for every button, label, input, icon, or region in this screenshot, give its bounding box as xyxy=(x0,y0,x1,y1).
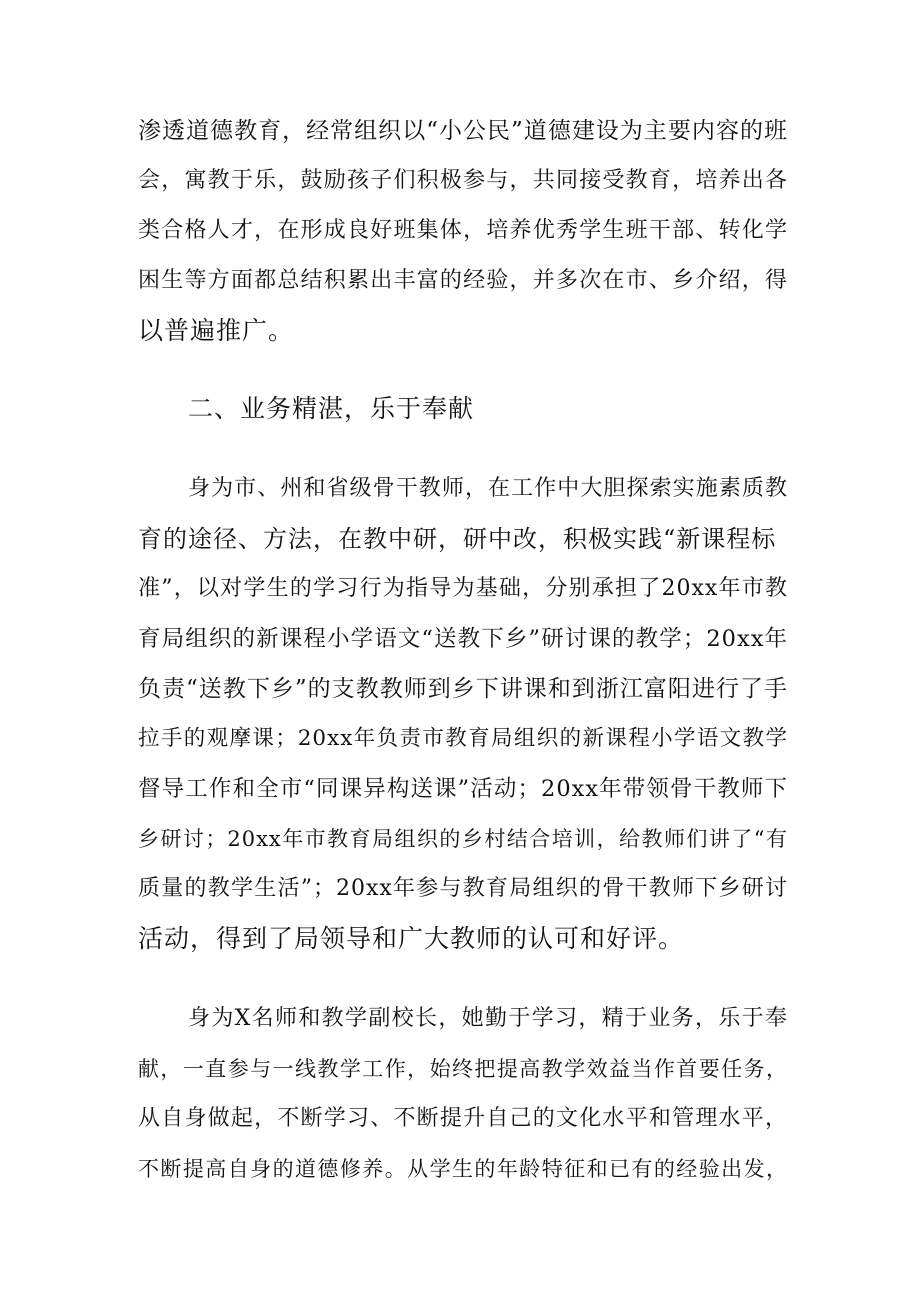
paragraph-2-line-7: 督导工作和全市“同课异构送课”活动；20xx年带领骨干教师下 xyxy=(138,776,788,802)
paragraph-2-line-6: 拉手的观摩课；20xx年负责市教育局组织的新课程小学语文教学 xyxy=(138,726,788,751)
paragraph-3-line-4: 不断提高自身的道德修养。从学生的年龄特征和已有的经验出发， xyxy=(138,1157,788,1181)
paragraph-2-line-2: 育的途径、方法，在教中研，研中改，积极实践“新课程标 xyxy=(138,525,777,553)
paragraph-2-line-10: 活动，得到了局领导和广大教师的认可和好评。 xyxy=(138,924,685,953)
paragraph-2-line-1: 身为市、州和省级骨干教师，在工作中大胆探索实施素质教 xyxy=(188,476,788,501)
paragraph-1-line-2: 会，寓教于乐，鼓励孩子们积极参与，共同接受教育，培养出各 xyxy=(138,168,788,193)
paragraph-2-line-9: 质量的教学生活”；20xx年参与教育局组织的骨干教师下乡研讨 xyxy=(138,876,788,901)
paragraph-3-line-3: 从自身做起，不断学习、不断提升自己的文化水平和管理水平， xyxy=(138,1106,788,1131)
section-2-heading: 二、业务精湛，乐于奉献 xyxy=(188,394,475,423)
paragraph-1-line-3: 类合格人才，在形成良好班集体，培养优秀学生班干部、转化学 xyxy=(138,218,788,243)
paragraph-1-line-5: 以普遍推广。 xyxy=(138,316,295,345)
paragraph-2-line-3: 准”，以对学生的学习行为指导为基础，分别承担了20xx年市教 xyxy=(138,576,788,601)
paragraph-2-line-4: 育局组织的新课程小学语文“送教下乡”研讨课的教学；20xx年 xyxy=(138,626,788,652)
paragraph-2-line-8: 乡研讨；20xx年市教育局组织的乡村结合培训，给教师们讲了“有 xyxy=(138,827,788,851)
paragraph-2-line-5: 负责“送教下乡”的支教教师到乡下讲课和到浙江富阳进行了手 xyxy=(138,676,788,702)
paragraph-3-line-2: 献，一直参与一线教学工作，始终把提高教学效益当作首要任务， xyxy=(138,1057,788,1081)
paragraph-1-line-1: 渗透道德教育，经常组织以“小公民”道德建设为主要内容的班 xyxy=(138,118,788,144)
paragraph-1-line-4: 困生等方面都总结积累出丰富的经验，并多次在市、乡介绍，得 xyxy=(138,268,788,293)
paragraph-3-line-1: 身为X名师和教学副校长，她勤于学习，精于业务，乐于奉 xyxy=(188,1006,788,1031)
